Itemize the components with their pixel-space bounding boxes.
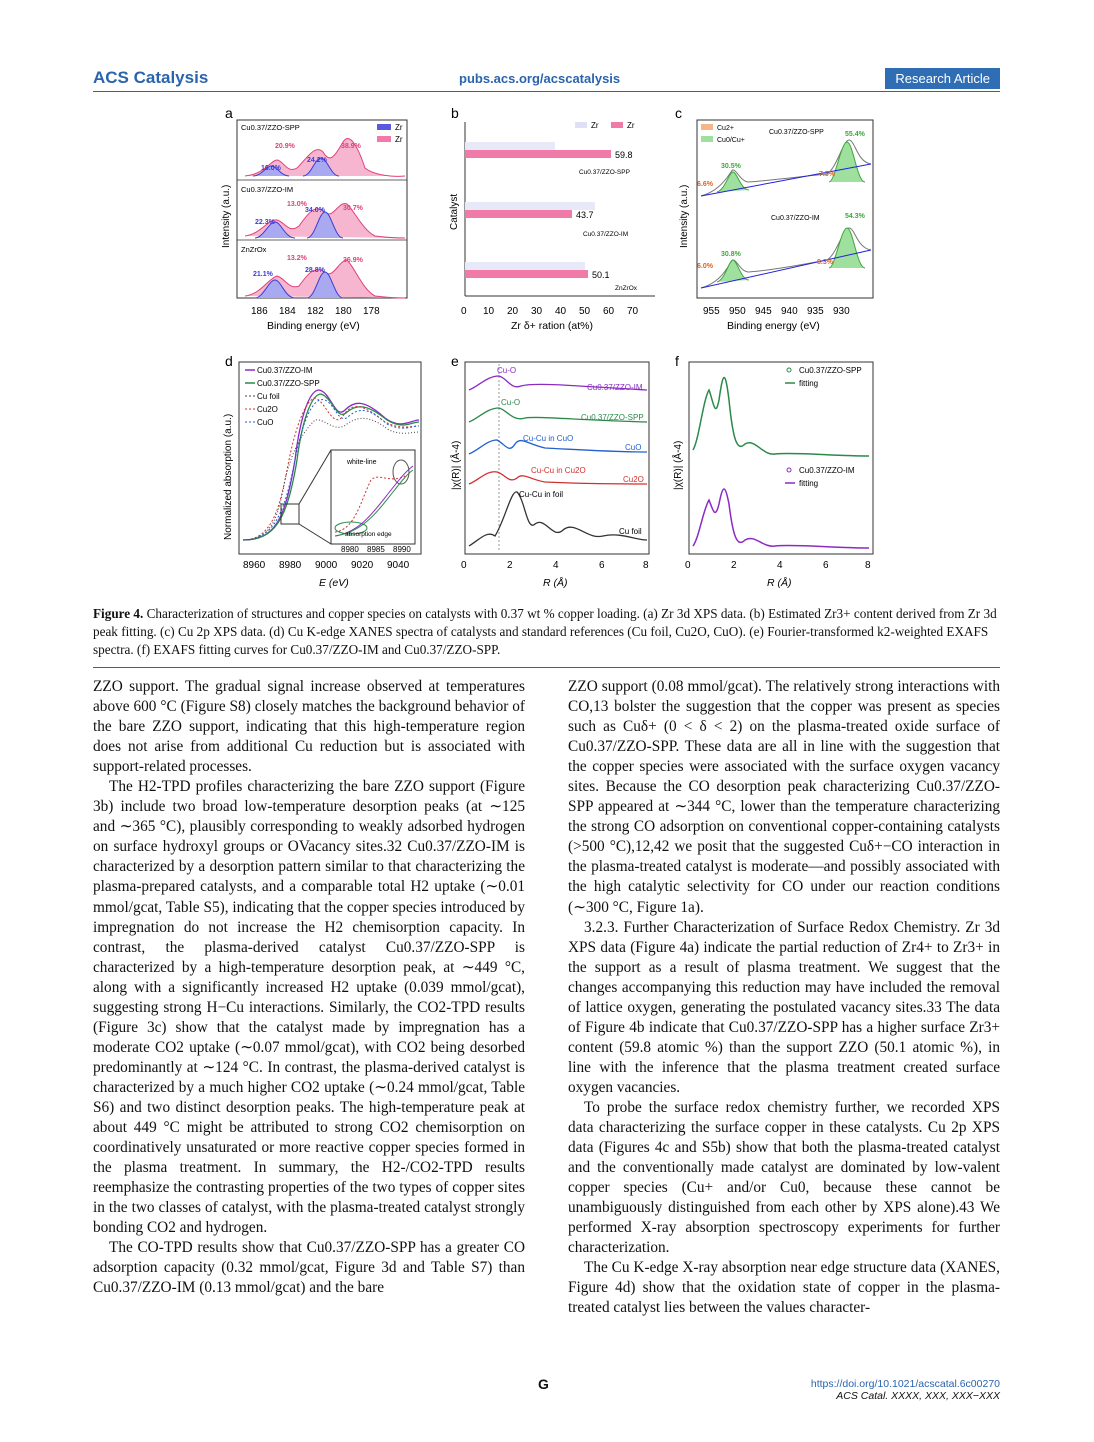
svg-text:ZnZrOx: ZnZrOx — [241, 245, 267, 254]
svg-text:Cu0.37/ZZO-IM: Cu0.37/ZZO-IM — [257, 366, 313, 375]
svg-text:54.3%: 54.3% — [845, 213, 865, 220]
svg-text:935: 935 — [807, 306, 824, 317]
e-ylabel: |χ(R)| (Å-4) — [451, 440, 462, 490]
svg-text:8980: 8980 — [341, 545, 359, 554]
svg-text:Cu foil: Cu foil — [619, 527, 642, 536]
b-xlabel: Zr δ+ ration (at%) — [511, 320, 593, 332]
svg-text:Zr: Zr — [591, 121, 599, 130]
svg-text:22.3%: 22.3% — [255, 219, 275, 226]
svg-text:70: 70 — [627, 306, 639, 317]
d-ylabel: Normalized absorption (a.u.) — [223, 413, 234, 540]
svg-text:Cu0/Cu+: Cu0/Cu+ — [717, 137, 745, 144]
panel-c — [675, 105, 873, 332]
svg-text:ZnZrOx: ZnZrOx — [615, 285, 638, 292]
svg-text:20.9%: 20.9% — [275, 143, 295, 150]
right-paragraph-1: ZZO support (0.08 mmol/gcat). The relatively strong interactions with CO,13 bolster the suggestion that the copper was present as species such as Cuδ+ (0 < δ < 2) on the plasma-treated oxide surface of Cu0.37/ZZO-SPP. These data are all in line with the suggestion that the copper species were associated with the surface oxygen vacancy sites. Because the CO desorption peak characterizing Cu0.37/ZZO-SPP appeared at ∼344 °C, lower than the temperature characterizing the strong CO adsorption on conventional copper-containing catalysts (>500 °C),12,42 we posit that the suggested Cuδ+−CO interaction in the plasma-treated catalyst is moderate—and possibly associated with the high catalytic selectivity for CO under our reaction conditions (∼300 °C, Figure 1a). — [568, 678, 1000, 916]
f-ylabel: |χ(R)| (Å-4) — [673, 440, 684, 490]
svg-text:8: 8 — [643, 560, 649, 571]
right-paragraph-3: To probe the surface redox chemistry further, we recorded XPS data characterizing the surface copper in these catalysts. Cu 2p XPS data (Figures 4c and S5b) show that both the plasma-treated catalyst and the conventionally made catalyst are dominated by low-valent copper species (Cu+ and/or Cu0, because these cannot be unambiguously distinguished from each other by XPS alone).43 We performed X-ray absorption spectroscopy experiments for further characterization. — [568, 1098, 1000, 1257]
svg-text:fitting: fitting — [799, 379, 819, 388]
svg-text:0: 0 — [461, 306, 467, 317]
svg-text:Cu0.37/ZZO-IM: Cu0.37/ZZO-IM — [799, 466, 855, 475]
svg-text:950: 950 — [729, 306, 746, 317]
svg-text:Cu-Cu in CuO: Cu-Cu in CuO — [523, 434, 574, 443]
svg-text:180: 180 — [335, 306, 352, 317]
left-paragraph-2: The H2-TPD profiles characterizing the bare ZZO support (Figure 3b) include two broad low-temperature desorption peaks (at ∼125 and ∼365 °C), plausibly corresponding to weakly adsorbed hydrogen on surface hydroxyl groups or OVacancy sites.32 Cu0.37/ZZO-IM is characterized by a desorption pattern similar to that characterizing the plasma-prepared catalysts, and a comparable total H2 uptake (∼0.01 mmol/gcat, Table S5), indicating that the copper species introduced by impregnation do not increase the H2 chemisorption capacity. In contrast, the plasma-derived catalyst Cu0.37/ZZO-SPP is characterized by a high-temperature desorption peak, at ∼449 °C, along with a significantly increased H2 uptake (0.039 mmol/gcat), suggesting strong H−Cu interactions. Similarly, the CO2-TPD results (Figure 3c) show that the catalyst made by impregnation has a moderate CO2 uptake (∼0.07 mmol/gcat), with CO2 being desorbed predominantly at ∼124 °C. In contrast, the plasma-derived catalyst is characterized by a much higher CO2 uptake (∼0.24 mmol/gcat, Table S6) and two distinct desorption peaks. The high-temperature peak at about 449 °C might be attributed to strong CO2 chemisorption on coordinatively unsaturated or more reactive copper species formed in the plasma treatment. In summary, the H2-/CO2-TPD results reemphasize the contrasting properties of the two types of copper sites in the two classes of catalyst, with the plasma-treated catalyst strongly bonding CO2 and hydrogen. — [93, 778, 525, 1237]
panel-e — [449, 353, 649, 589]
svg-text:182: 182 — [307, 306, 324, 317]
svg-text:9020: 9020 — [351, 560, 374, 571]
svg-text:50: 50 — [579, 306, 591, 317]
journal-name[interactable]: ACS Catalysis — [93, 68, 209, 87]
svg-text:9040: 9040 — [387, 560, 410, 571]
b-ylabel: Catalyst — [449, 193, 460, 230]
svg-text:Cu0.37/ZZO-SPP: Cu0.37/ZZO-SPP — [799, 366, 862, 375]
svg-text:21.1%: 21.1% — [253, 271, 273, 278]
svg-text:7.5%: 7.5% — [819, 171, 835, 178]
b-bar-zzo-label: 50.1 — [592, 270, 610, 280]
svg-text:36.9%: 36.9% — [343, 257, 363, 264]
svg-text:34.0%: 34.0% — [305, 207, 325, 214]
svg-text:10: 10 — [483, 306, 495, 317]
svg-text:20: 20 — [507, 306, 519, 317]
right-paragraph-2: 3.2.3. Further Characterization of Surface Redox Chemistry. Zr 3d XPS data (Figure 4a) indicate the partial reduction of Zr4+ to Zr3+ in the support as a result of plasma treatment. We suggest that the changes accompanying this reduction may have included the removal of lattice oxygen, generating the postulated vacancy sites.33 The data of Figure 4b indicate that Cu0.37/ZZO-SPP has a higher surface Zr3+ content (59.8 atomic %) than the support ZZO (50.1 atomic %), in line with the inference that the plasma treatment created surface oxygen vacancies. — [568, 918, 1000, 1096]
journal-site-link[interactable]: pubs.acs.org/acscatalysis — [459, 71, 621, 86]
svg-text:Cu-O: Cu-O — [497, 366, 517, 375]
svg-text:Cu0.37/ZZO-IM: Cu0.37/ZZO-IM — [771, 215, 820, 222]
d-xlabel: E (eV) — [319, 577, 349, 589]
a-sample-1: Cu0.37/ZZO-SPP — [241, 123, 300, 132]
caption-divider — [93, 667, 1000, 668]
svg-text:13.2%: 13.2% — [287, 255, 307, 262]
e-xlabel: R (Å) — [543, 577, 568, 589]
journal-citation: ACS Catal. XXXX, XXX, XXX−XXX — [836, 1390, 1000, 1402]
panel-d — [223, 353, 421, 589]
svg-text:f: f — [675, 353, 679, 369]
svg-text:24.2%: 24.2% — [307, 157, 327, 164]
svg-text:b: b — [451, 105, 459, 121]
article-type-badge: Research Article — [885, 68, 1000, 89]
svg-text:Cu2+: Cu2+ — [717, 125, 734, 132]
svg-text:Cu0.37/ZZO-SPP: Cu0.37/ZZO-SPP — [769, 129, 824, 136]
svg-text:30: 30 — [531, 306, 543, 317]
svg-text:Cu0.37/ZZO-IM: Cu0.37/ZZO-IM — [241, 185, 294, 194]
svg-text:184: 184 — [279, 306, 296, 317]
b-bar-spp — [465, 150, 611, 158]
svg-text:Zr: Zr — [627, 121, 635, 130]
left-paragraph-1: ZZO support. The gradual signal increase observed at temperatures above 600 °C (Figure S8) closely matches the background behavior of the bare ZZO support, indicating that this high-temperature region does not arise from additional Cu reduction but is associated with support-related processes. — [93, 678, 525, 776]
svg-text:940: 940 — [781, 306, 798, 317]
c-xlabel: Binding energy (eV) — [727, 320, 820, 332]
figure-4-graphic — [215, 100, 895, 595]
svg-text:d: d — [225, 353, 233, 369]
svg-text:Cu-Cu in Cu2O: Cu-Cu in Cu2O — [531, 466, 586, 475]
page-header — [93, 68, 1000, 90]
svg-text:Cu2O: Cu2O — [257, 405, 278, 414]
svg-text:CuO: CuO — [257, 418, 274, 427]
svg-text:30.8%: 30.8% — [721, 251, 741, 258]
svg-text:Cu2O: Cu2O — [623, 475, 644, 484]
svg-text:Cu-O: Cu-O — [501, 398, 521, 407]
panel-a — [221, 105, 407, 332]
left-paragraph-3: The CO-TPD results show that Cu0.37/ZZO-SPP has a greater CO adsorption capacity (0.32 mmol/gcat, Figure 3d and Table S7) than Cu0.37/ZZO-IM (0.13 mmol/gcat) and the bare — [93, 1239, 525, 1297]
svg-text:930: 930 — [833, 306, 850, 317]
d-inset-edge: absorption edge — [345, 531, 392, 538]
svg-text:6.0%: 6.0% — [697, 263, 713, 270]
svg-text:30.7%: 30.7% — [343, 205, 363, 212]
b-bar-zzo — [465, 270, 588, 278]
panel-b — [449, 105, 655, 332]
panel-label-a: a — [225, 105, 233, 121]
f-xlabel: R (Å) — [767, 577, 792, 589]
b-bar-im-label: 43.7 — [576, 210, 594, 220]
header-divider — [93, 91, 1000, 92]
svg-text:16.0%: 16.0% — [261, 165, 281, 172]
svg-text:55.4%: 55.4% — [845, 131, 865, 138]
svg-text:30.5%: 30.5% — [721, 163, 741, 170]
c-ylabel: Intensity (a.u.) — [679, 184, 690, 248]
svg-text:Cu0.37/ZZO-SPP: Cu0.37/ZZO-SPP — [257, 379, 320, 388]
svg-text:8.3%: 8.3% — [817, 259, 833, 266]
svg-text:28.8%: 28.8% — [305, 267, 325, 274]
a-xlabel: Binding energy (eV) — [267, 320, 360, 332]
svg-text:38.9%: 38.9% — [341, 143, 361, 150]
b-bar-spp-label: 59.8 — [615, 150, 633, 160]
svg-text:Zr: Zr — [395, 135, 403, 144]
svg-text:Cu0.37/ZZO-SPP: Cu0.37/ZZO-SPP — [581, 413, 644, 422]
svg-text:c: c — [675, 105, 682, 121]
footer-citation — [811, 1378, 1000, 1402]
svg-text:Cu foil: Cu foil — [257, 392, 280, 401]
svg-text:2: 2 — [507, 560, 513, 571]
svg-text:Cu0.37/ZZO-IM: Cu0.37/ZZO-IM — [583, 231, 629, 238]
b-bar-im — [465, 210, 572, 218]
d-inset-whiteline: white-line — [347, 459, 377, 466]
body-right-column — [568, 677, 1000, 1319]
caption-label: Figure 4. — [93, 606, 144, 621]
svg-text:13.0%: 13.0% — [287, 201, 307, 208]
a-ylabel: Intensity (a.u.) — [221, 184, 232, 248]
svg-text:40: 40 — [555, 306, 567, 317]
svg-text:6.6%: 6.6% — [697, 181, 713, 188]
svg-text:60: 60 — [603, 306, 615, 317]
doi-link[interactable]: https://doi.org/10.1021/acscatal.6c00270 — [810, 1378, 1000, 1390]
svg-text:2: 2 — [731, 560, 737, 571]
svg-text:8980: 8980 — [279, 560, 302, 571]
svg-text:e: e — [451, 353, 459, 369]
svg-text:CuO: CuO — [625, 443, 642, 452]
caption-text: Characterization of structures and copper species on catalysts with 0.37 wt % copper loading. (a) Zr 3d XPS data. (b) Estimated Zr3+ content derived from Zr 3d peak fitting. (c) Cu 2p XPS data. (d) Cu K-edge XANES spectra of catalysts and standard references (Cu foil, Cu2O, CuO). (e) Fourier-transformed k2-weighted EXAFS spectra. (f) EXAFS fitting curves for Cu0.37/ZZO-IM and Cu0.37/ZZO-SPP. — [93, 606, 997, 657]
svg-text:186: 186 — [251, 306, 268, 317]
svg-text:9000: 9000 — [315, 560, 338, 571]
svg-text:945: 945 — [755, 306, 772, 317]
svg-text:0: 0 — [685, 560, 691, 571]
page-number: G — [538, 1376, 549, 1392]
svg-text:Cu0.37/ZZO-SPP: Cu0.37/ZZO-SPP — [579, 169, 630, 176]
svg-text:4: 4 — [777, 560, 783, 571]
svg-text:Zr: Zr — [395, 123, 403, 132]
svg-text:0: 0 — [461, 560, 467, 571]
panel-f — [671, 353, 873, 589]
svg-text:8990: 8990 — [393, 545, 411, 554]
svg-text:955: 955 — [703, 306, 720, 317]
right-paragraph-4: The Cu K-edge X-ray absorption near edge structure data (XANES, Figure 4d) show that the oxidation state of copper in the plasma-treated catalyst lies between the values character- — [568, 1259, 1000, 1317]
svg-text:178: 178 — [363, 306, 380, 317]
svg-text:Cu0.37/ZZO-IM: Cu0.37/ZZO-IM — [587, 383, 643, 392]
svg-text:8985: 8985 — [367, 545, 385, 554]
svg-text:8: 8 — [865, 560, 871, 571]
svg-text:Cu-Cu in foil: Cu-Cu in foil — [519, 490, 564, 499]
svg-text:4: 4 — [553, 560, 559, 571]
body-left-column — [93, 677, 525, 1298]
svg-text:fitting: fitting — [799, 479, 819, 488]
svg-text:6: 6 — [599, 560, 605, 571]
svg-text:8960: 8960 — [243, 560, 266, 571]
svg-text:6: 6 — [823, 560, 829, 571]
figure-4 — [215, 100, 895, 595]
figure-caption — [93, 605, 1000, 659]
